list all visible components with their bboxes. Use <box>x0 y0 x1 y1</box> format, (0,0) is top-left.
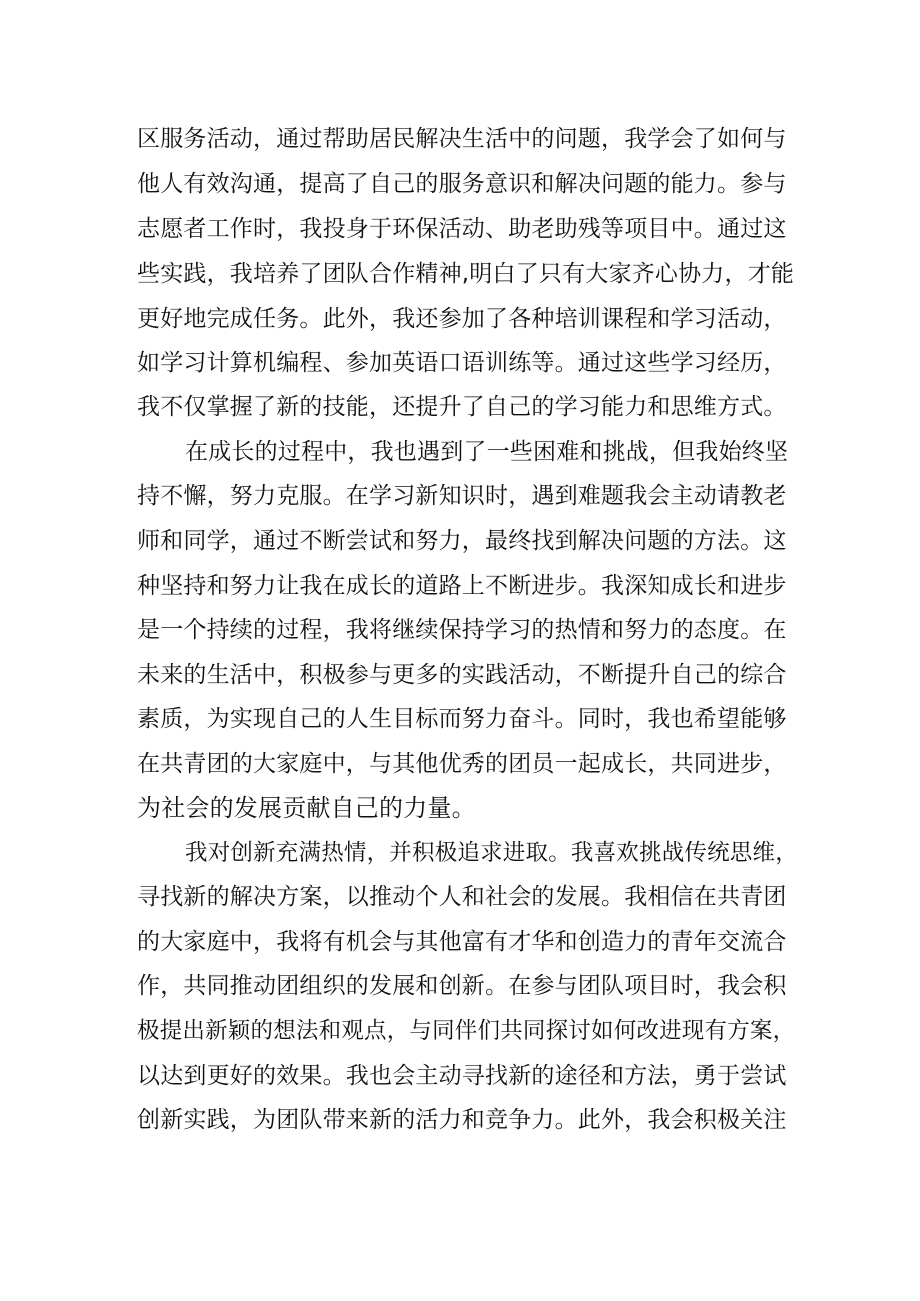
text-line: 在成长的过程中，我也遇到了一些困难和挑战，但我始终坚 <box>185 439 789 465</box>
text-line: 区服务活动，通过帮助居民解决生活中的问题，我学会了如何与 <box>137 126 787 152</box>
text-line: 他人有效沟通，提高了自己的服务意识和解决问题的能力。参与 <box>137 171 787 197</box>
text-line: 的大家庭中，我将有机会与其他富有才华和创造力的青年交流合 <box>137 929 787 955</box>
text-line: 更好地完成任务。此外，我还参加了各种培训课程和学习活动， <box>137 306 787 332</box>
text-line: 以达到更好的效果。我也会主动寻找新的途径和方法，勇于尝试 <box>137 1063 787 1089</box>
text-line: 如学习计算机编程、参加英语口语训练等。通过这些学习经历， <box>137 350 787 376</box>
text-line: 素质，为实现自己的人生目标而努力奋斗。同时，我也希望能够 <box>137 706 787 732</box>
text-line: 极提出新颖的想法和观点，与同伴们共同探讨如何改进现有方案， <box>137 1018 796 1044</box>
text-line: 是一个持续的过程，我将继续保持学习的热情和努力的态度。在 <box>137 617 787 643</box>
text-line: 我对创新充满热情，并积极追求进取。我喜欢挑战传统思维， <box>185 840 798 866</box>
text-line: 寻找新的解决方案，以推动个人和社会的发展。我相信在共青团 <box>137 884 787 910</box>
text-line: 我不仅掌握了新的技能，还提升了自己的学习能力和思维方式。 <box>137 394 787 420</box>
text-line: 在共青团的大家庭中，与其他优秀的团员一起成长，共同进步， <box>137 751 787 777</box>
text-line: 师和同学，通过不断尝试和努力，最终找到解决问题的方法。这 <box>137 528 787 554</box>
text-line: 持不懈，努力克服。在学习新知识时，遇到难题我会主动请教老 <box>137 483 787 509</box>
text-line: 创新实践，为团队带来新的活力和竞争力。此外，我会积极关注 <box>137 1107 787 1133</box>
text-line: 些实践，我培养了团队合作精神,明白了只有大家齐心协力，才能 <box>137 261 795 287</box>
text-line: 未来的生活中，积极参与更多的实践活动，不断提升自己的综合 <box>137 662 787 688</box>
text-line: 为社会的发展贡献自己的力量。 <box>137 794 476 822</box>
text-line: 志愿者工作时，我投身于环保活动、助老助残等项目中。通过这 <box>137 216 787 242</box>
text-line: 种坚持和努力让我在成长的道路上不断进步。我深知成长和进步 <box>137 573 787 599</box>
text-line: 作，共同推动团组织的发展和创新。在参与团队项目时，我会积 <box>137 973 787 999</box>
